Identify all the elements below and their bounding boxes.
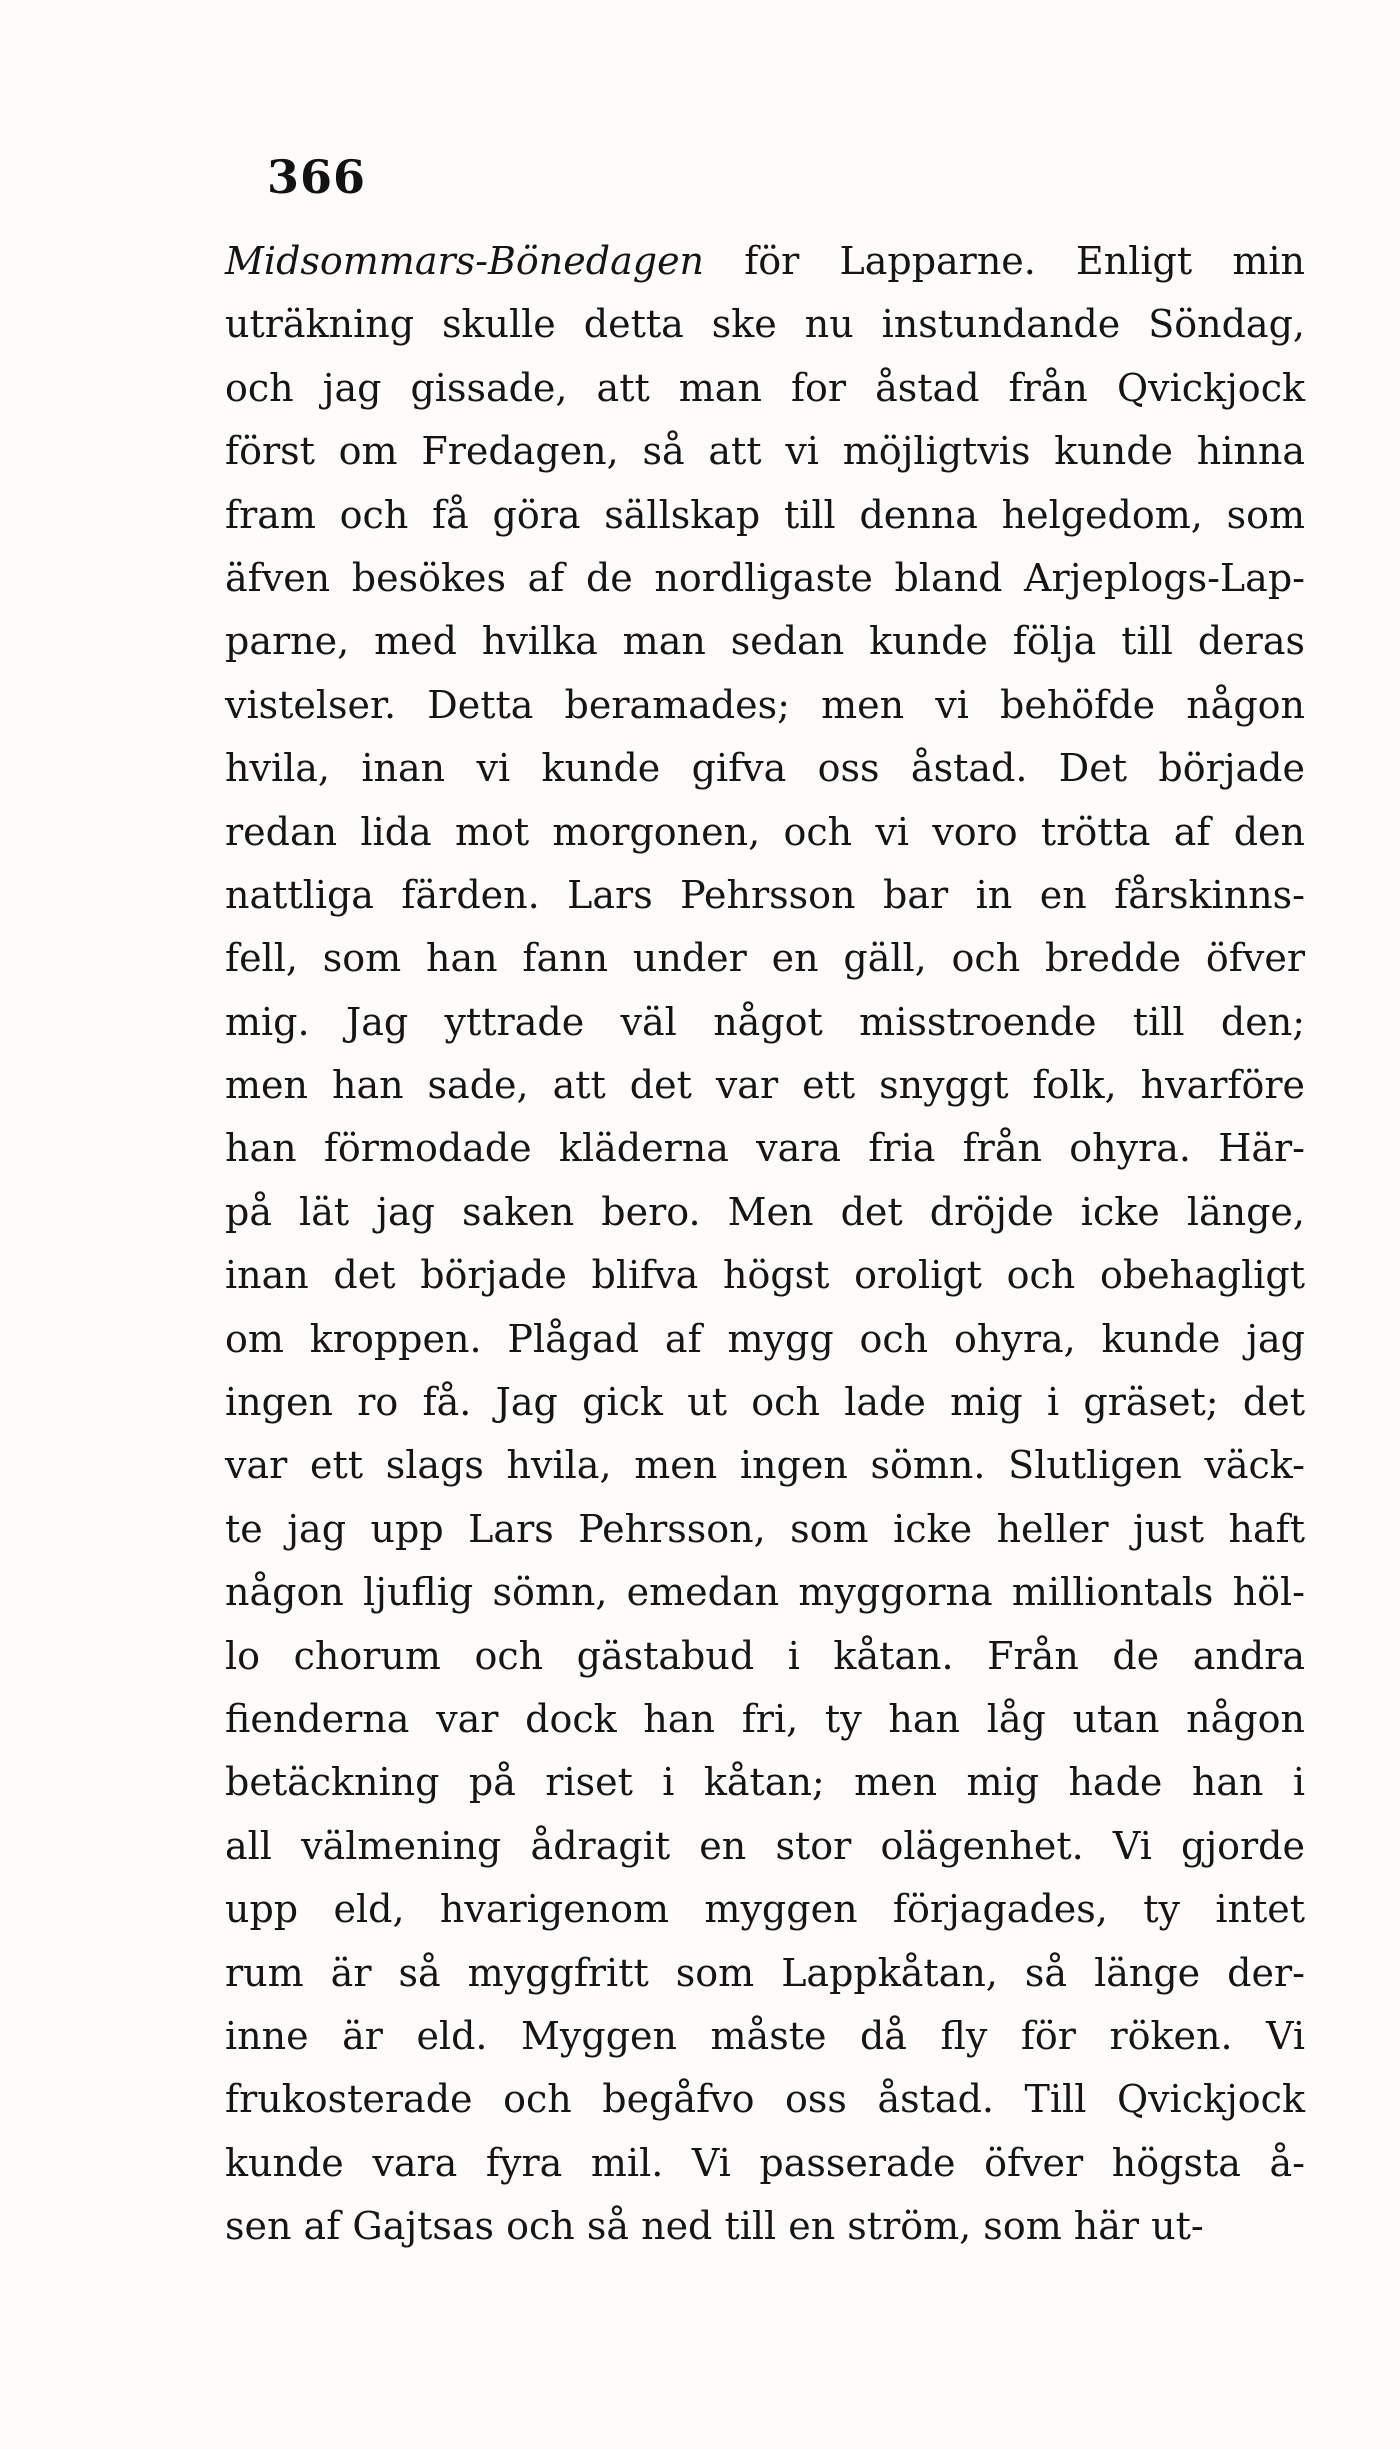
text-line: vistelser. Detta beramades; men vi behöfde någon <box>225 682 1305 727</box>
text-line: var ett slags hvila, men ingen sömn. Slutligen väck- <box>225 1443 1305 1488</box>
text-span: för Lapparne. Enligt min <box>744 239 1305 283</box>
text-line: uträkning skulle detta ske nu instundande Söndag, <box>225 302 1305 347</box>
text-line: sen af Gajtsas och så ned till en ström, som här ut- <box>225 2204 1204 2249</box>
text-line: om kroppen. Plågad af mygg och ohyra, kunde jag <box>225 1316 1305 1361</box>
text-line: upp eld, hvarigenom myggen förjagades, ty intet <box>225 1887 1305 1932</box>
text-line: han förmodade kläderna vara fria från ohyra. Här- <box>225 1126 1305 1171</box>
text-line: rum är så myggfritt som Lappkåtan, så länge der- <box>225 1950 1305 1995</box>
text-line: parne, med hvilka man sedan kunde följa till deras <box>225 619 1305 664</box>
page-number: 366 <box>267 150 367 204</box>
text-line: men han sade, att det var ett snyggt folk, hvarföre <box>225 1063 1305 1108</box>
text-line: ingen ro få. Jag gick ut och lade mig i gräset; det <box>225 1380 1305 1425</box>
text-line: inne är eld. Myggen måste då fly för röken. Vi <box>225 2013 1305 2058</box>
text-line: och jag gissade, att man for åstad från Qvickjock <box>225 365 1305 410</box>
text-line: någon ljuflig sömn, emedan myggorna milliontals höl- <box>225 1570 1305 1615</box>
text-line: inan det började blifva högst oroligt och obehagligt <box>225 1253 1305 1298</box>
text-line: äfven besökes af de nordligaste bland Arjeplogs-Lap- <box>225 555 1305 600</box>
text-line: mig. Jag yttrade väl något misstroende till den; <box>225 999 1305 1044</box>
italic-title: Midsommars-Bönedagen <box>225 239 705 283</box>
body-text <box>225 230 1305 2259</box>
text-line: nattliga färden. Lars Pehrsson bar in en fårskinns- <box>225 872 1305 917</box>
text-line: fienderna var dock han fri, ty han låg utan någon <box>225 1696 1305 1741</box>
text-line: fell, som han fann under en gäll, och bredde öfver <box>225 936 1305 981</box>
text-line: hvila, inan vi kunde gifva oss åstad. Det började <box>225 746 1305 791</box>
text-line: te jag upp Lars Pehrsson, som icke heller just haft <box>225 1506 1305 1551</box>
text-line: betäckning på riset i kåtan; men mig hade han i <box>225 1760 1305 1805</box>
text-line: all välmening ådragit en stor olägenhet. Vi gjorde <box>225 1823 1305 1868</box>
text-line: fram och få göra sällskap till denna helgedom, som <box>225 492 1305 537</box>
text-line: på lät jag saken bero. Men det dröjde icke länge, <box>225 1189 1305 1234</box>
text-line: lo chorum och gästabud i kåtan. Från de andra <box>225 1633 1305 1678</box>
text-line: frukosterade och begåfvo oss åstad. Till Qvickjock <box>225 2077 1305 2122</box>
text-line: redan lida mot morgonen, och vi voro trötta af den <box>225 809 1305 854</box>
text-line <box>225 230 1305 293</box>
text-line: först om Fredagen, så att vi möjligtvis kunde hinna <box>225 429 1305 474</box>
text-line: kunde vara fyra mil. Vi passerade öfver högsta å- <box>225 2140 1305 2185</box>
